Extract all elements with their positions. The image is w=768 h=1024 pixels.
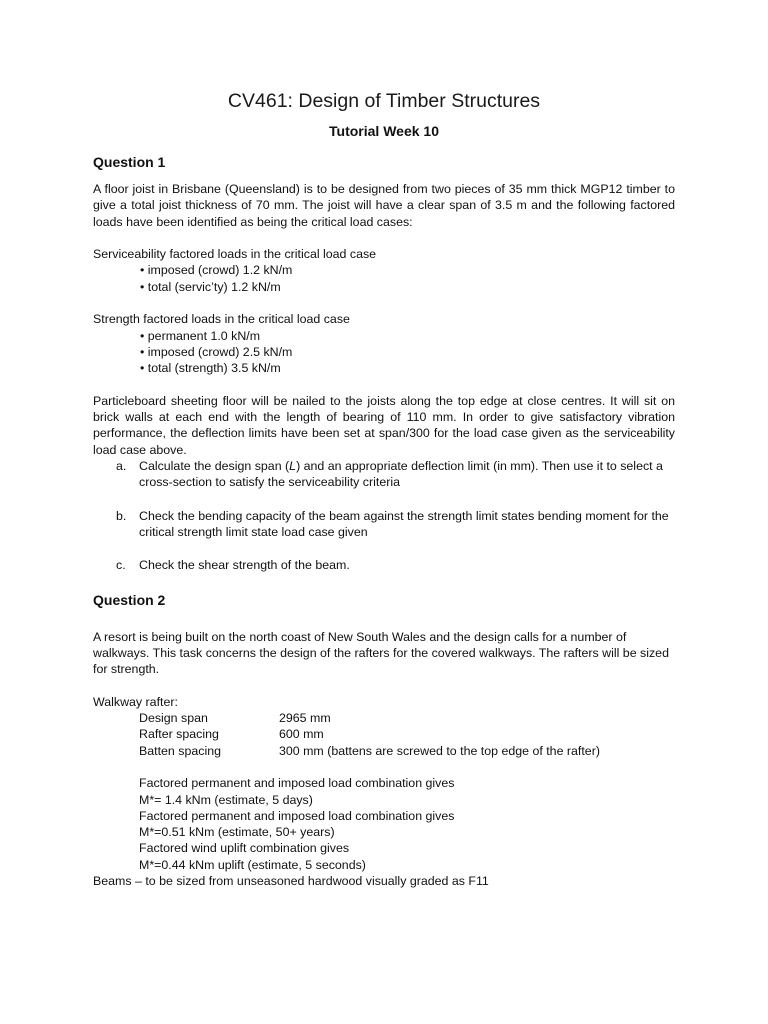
spec-value: 2965 mm bbox=[279, 711, 331, 726]
spec-key: Design span bbox=[139, 711, 208, 726]
task-label: b. bbox=[116, 508, 127, 523]
question-1-heading: Question 1 bbox=[93, 154, 166, 170]
strength-label: Strength bbox=[93, 312, 140, 327]
combo-line: M*=0.51 kNm (estimate, 50+ years) bbox=[139, 825, 335, 840]
question-1-intro: A floor joist in Brisbane (Queensland) is to be designed from two pieces of 35 mm thick MGP12 timber to give a total joist thickness of 70 mm. The joist will have a clear span of 3.5 m and the following factored loads have been identified as being the critical load cases: bbox=[93, 182, 675, 229]
task-item-b: b. Check the bending capacity of the beam against the strength limit states bending moment for the critical strength limit state load case given bbox=[116, 508, 669, 539]
spec-key: Batten spacing bbox=[139, 743, 221, 758]
combo-line: Factored permanent and imposed load combination gives bbox=[139, 808, 455, 823]
page-title: CV461: Design of Timber Structures bbox=[227, 90, 541, 112]
beams-note: Beams – to be sized from unseasoned hardwood visually graded as F11 bbox=[93, 873, 489, 888]
walkway-rafter-label: Walkway rafter: bbox=[93, 694, 178, 709]
table-row bbox=[139, 743, 600, 759]
question-1-paragraph-2: Particleboard sheeting floor will be nailed to the joists along the top edge at close centres. It will sit on brick walls at each end with the length of bearing of 110 mm. In order to give satisfactory vibration performance, the deflection limits have been set at span/300 for the load case given as the serviceability load case above. bbox=[93, 393, 675, 457]
page-subtitle: Tutorial Week 10 bbox=[329, 123, 439, 139]
question-2-intro: A resort is being built on the north coast of New South Wales and the design calls for a number of walkways. This task concerns the design of the rafters for the covered walkways. The rafters will be sized for strength. bbox=[93, 629, 669, 677]
strength-heading bbox=[93, 311, 675, 327]
serviceability-rest: factored loads in the critical load case bbox=[166, 247, 377, 262]
spec-value: 300 mm (battens are screwed to the top edge of the rafter) bbox=[279, 743, 600, 758]
spec-key: Rafter spacing bbox=[139, 727, 219, 742]
list-item: • total (strength) 3.5 kN/m bbox=[140, 360, 675, 376]
list-item: • imposed (crowd) 1.2 kN/m bbox=[140, 262, 675, 278]
strength-load-list bbox=[93, 328, 675, 377]
list-item: • total (servic’ty) 1.2 kN/m bbox=[140, 279, 675, 295]
combo-line: M*=0.44 kNm uplift (estimate, 5 seconds) bbox=[139, 857, 366, 872]
serviceability-label: Serviceability bbox=[93, 247, 166, 262]
spec-value: 600 mm bbox=[279, 727, 324, 742]
question-2-heading: Question 2 bbox=[93, 591, 166, 608]
combo-line: Factored permanent and imposed load combination gives bbox=[139, 776, 455, 791]
task-label: a. bbox=[116, 459, 127, 474]
strength-rest: factored loads in the critical load case bbox=[139, 312, 350, 327]
serviceability-heading bbox=[93, 246, 675, 262]
document-content bbox=[93, 88, 675, 889]
load-combinations bbox=[93, 775, 675, 873]
task-label: c. bbox=[116, 558, 126, 573]
task-item-c: c. Check the shear strength of the beam. bbox=[116, 558, 350, 573]
list-item: • permanent 1.0 kN/m bbox=[140, 328, 675, 344]
serviceability-load-list bbox=[93, 262, 675, 295]
table-row bbox=[139, 726, 600, 742]
list-item: • imposed (crowd) 2.5 kN/m bbox=[140, 344, 675, 360]
combo-line: M*= 1.4 kNm (estimate, 5 days) bbox=[139, 792, 313, 807]
task-item-a: a. Calculate the design span (L) and an appropriate deflection limit (in mm). Then use it to select a cross-section to satisfy the serviceability criteria bbox=[116, 459, 663, 490]
combo-line: Factored wind uplift combination gives bbox=[139, 841, 350, 856]
question-1-task-list bbox=[93, 458, 675, 573]
rafter-spec-table bbox=[139, 710, 600, 759]
table-row bbox=[139, 710, 600, 726]
